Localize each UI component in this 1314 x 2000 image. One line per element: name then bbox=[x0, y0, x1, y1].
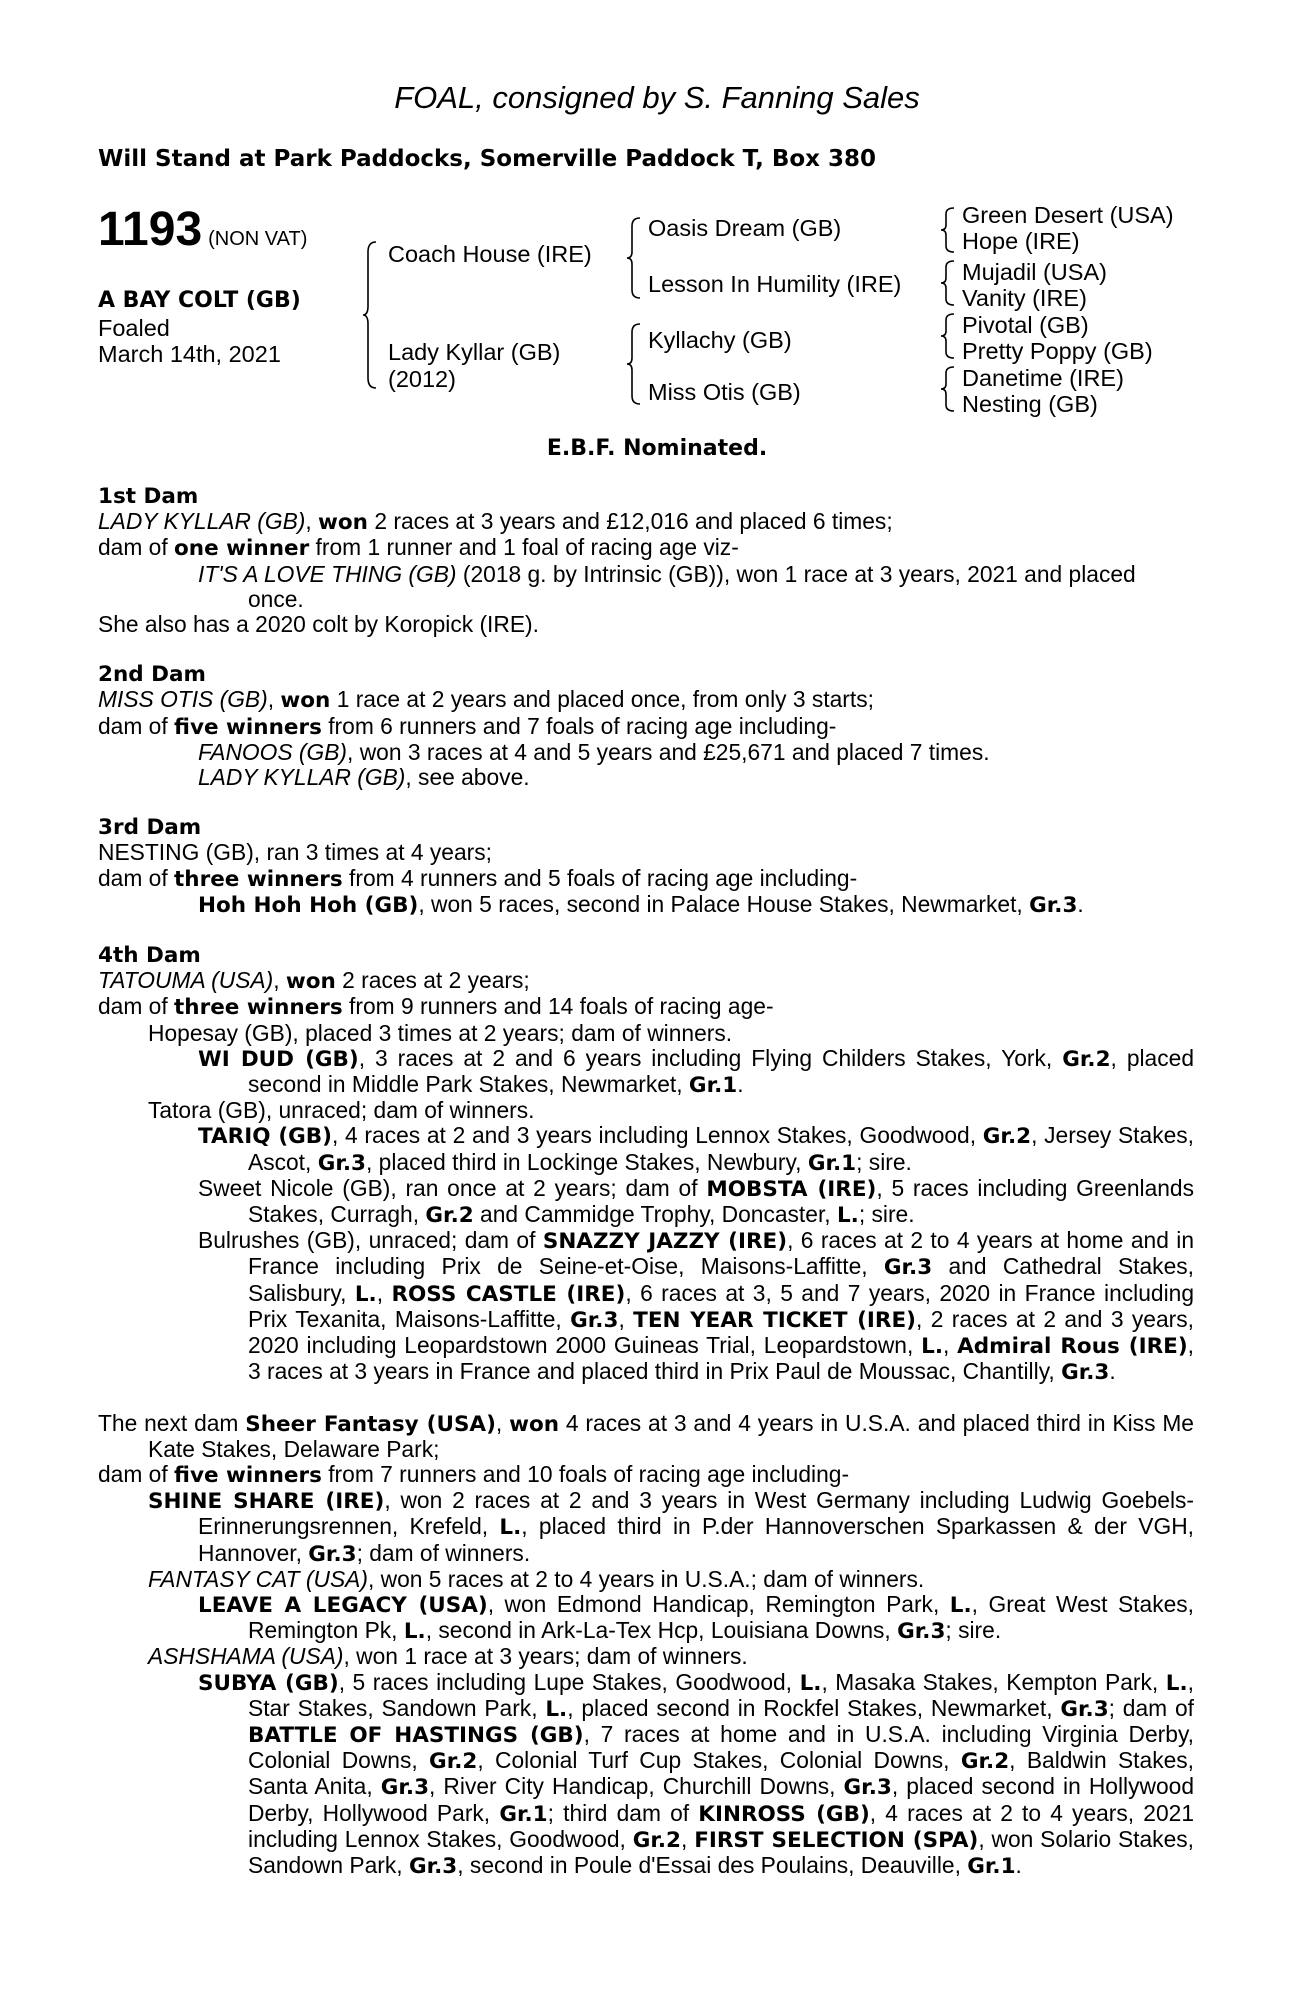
progeny-name: IT'S A LOVE THING (GB) bbox=[198, 560, 457, 587]
pedigree-notes bbox=[98, 484, 1194, 1879]
dam-name: MISS OTIS (GB) bbox=[98, 686, 268, 713]
pedigree-gen3-8: Nesting (GB) bbox=[962, 391, 1098, 417]
winner-count: one winner bbox=[174, 536, 310, 562]
heading-2nd-dam: 2nd Dam bbox=[98, 662, 206, 688]
pedigree-dam-year: (2012) bbox=[388, 366, 456, 392]
lot-number-value: 1193 bbox=[98, 203, 203, 256]
dam-name: LADY KYLLAR (GB) bbox=[98, 508, 306, 535]
progeny-entry: LADY KYLLAR (GB), see above. bbox=[198, 764, 530, 791]
stand-location: Will Stand at Park Paddocks, Somerville Paddock T, Box 380 bbox=[98, 146, 877, 172]
progeny-leave-a-legacy: LEAVE A LEGACY (USA), won Edmond Handicap, Remington Park, L., Great West Stakes, Remington Pk, L., second in Ark-La-Tex Hcp, Louisiana Downs, Gr.3; sire. bbox=[198, 1590, 1194, 1645]
pedigree-brace-dam bbox=[626, 322, 642, 406]
winner-count: three winners bbox=[174, 995, 343, 1021]
won-label: won bbox=[280, 688, 331, 714]
pedigree-sire-dam: Lesson In Humility (IRE) bbox=[648, 271, 902, 297]
progeny-fantasy-cat: FANTASY CAT (USA), won 5 races at 2 to 4 years in U.S.A.; dam of winners. bbox=[148, 1565, 925, 1592]
horse-description: A BAY COLT (GB) bbox=[98, 288, 301, 313]
won-label: won bbox=[285, 969, 336, 995]
heading-4th-dam: 4th Dam bbox=[98, 943, 201, 969]
first-dam-note: She also has a 2020 colt by Koropick (IRE). bbox=[98, 611, 539, 638]
pedigree-gen3-4: Vanity (IRE) bbox=[962, 285, 1087, 311]
fourth-dam-record: TATOUMA (USA), won 2 races at 2 years; bbox=[98, 967, 530, 995]
pedigree-sire-sire: Oasis Dream (GB) bbox=[648, 215, 842, 241]
section-3rd-dam bbox=[98, 815, 1194, 918]
pedigree-gen3-5: Pivotal (GB) bbox=[962, 312, 1089, 338]
winner-count: five winners bbox=[174, 714, 322, 740]
progeny-name: FANOOS (GB) bbox=[198, 738, 348, 765]
pedigree-dam-sire: Kyllachy (GB) bbox=[648, 327, 792, 353]
second-dam-record: MISS OTIS (GB), won 1 race at 2 years and placed once, from only 3 starts; bbox=[98, 686, 874, 714]
pedigree-brace-g34 bbox=[940, 259, 956, 307]
pedigree-gen3-6: Pretty Poppy (GB) bbox=[962, 338, 1153, 364]
foaled-label: Foaled bbox=[98, 315, 170, 341]
progeny-wi-dud: WI DUD (GB), 3 races at 2 and 6 years including Flying Childers Stakes, York, Gr.2, placed second in Middle Park Stakes, Newmarket, Gr.1. bbox=[198, 1044, 1194, 1099]
progeny-ashshama: ASHSHAMA (USA), won 1 race at 3 years; dam of winners. bbox=[148, 1643, 748, 1670]
pedigree-gen3-2: Hope (IRE) bbox=[962, 228, 1080, 254]
progeny-tariq: TARIQ (GB), 4 races at 2 and 3 years including Lennox Stakes, Goodwood, Gr.2, Jersey Stakes, Ascot, Gr.3, placed third in Lockinge Stakes, Newbury, Gr.1; sire. bbox=[198, 1122, 1195, 1176]
progeny-entry: FANOOS (GB), won 3 races at 4 and 5 years and £25,671 and placed 7 times. bbox=[198, 738, 990, 765]
section-4th-dam bbox=[98, 943, 1194, 1385]
won-label: won bbox=[318, 510, 368, 536]
second-dam-produce: dam of five winners from 6 runners and 7 foals of racing age including- bbox=[98, 712, 837, 740]
progeny-shine-share: SHINE SHARE (IRE), won 2 races at 2 and 3 years in West Germany including Ludwig Goebels-Erinnerungsrennen, Krefeld, L., placed third in P.der Hannoverschen Sparkassen & der VGH, Hannover, Gr.3; dam of winners. bbox=[148, 1487, 1194, 1567]
next-dam-produce: dam of five winners from 7 runners and 10 foals of racing age including- bbox=[98, 1460, 850, 1488]
section-next-dam bbox=[98, 1411, 1194, 1880]
pedigree-gen3-3: Mujadil (USA) bbox=[962, 259, 1107, 285]
heading-3rd-dam: 3rd Dam bbox=[98, 815, 202, 841]
progeny-tatora: Tatora (GB), unraced; dam of winners. bbox=[148, 1097, 535, 1124]
section-2nd-dam bbox=[98, 662, 1194, 790]
section-1st-dam bbox=[98, 484, 1194, 637]
pedigree-gen3-7: Danetime (IRE) bbox=[962, 365, 1124, 391]
progeny-subya: SUBYA (GB), 5 races including Lupe Stakes, Goodwood, L., Masaka Stakes, Kempton Park, L., Star Stakes, Sandown Park, L., placed second in Rockfel Stakes, Newmarket, Gr.3; dam of BATTLE OF HASTINGS (GB), 7 races at home and in U.S.A. including Virginia Derby, Colonial Downs, Gr.2, Colonial Turf Cup Stakes, Colonial Downs, Gr.2, Baldwin Stakes, Santa Anita, Gr.3, River City Handicap, Churchill Downs, Gr.3, placed second in Hollywood Derby, Hollywood Park, Gr.1; third dam of KINROSS (GB), 4 races at 2 to 4 years, 2021 including Lennox Stakes, Goodwood, Gr.2, FIRST SELECTION (SPA), won Solario Stakes, Sandown Park, Gr.3, second in Poule d'Essai des Poulains, Deauville, Gr.1. bbox=[198, 1668, 1194, 1879]
pedigree-brace-g78 bbox=[940, 365, 956, 413]
progeny-name: Hoh Hoh Hoh (GB) bbox=[198, 892, 419, 918]
next-dam-record: The next dam Sheer Fantasy (USA), won 4 races at 3 and 4 years in U.S.A. and placed third in Kiss Me Kate Stakes, Delaware Park; bbox=[98, 1409, 1194, 1462]
progeny-name: LADY KYLLAR (GB) bbox=[198, 764, 406, 791]
pedigree-brace-g56 bbox=[940, 312, 956, 360]
lot-number bbox=[98, 203, 308, 256]
dam-name: TATOUMA (USA) bbox=[98, 967, 274, 994]
pedigree-brace-sire bbox=[626, 216, 642, 300]
foaled-date: March 14th, 2021 bbox=[98, 341, 281, 367]
third-dam-produce: dam of three winners from 4 runners and 5 foals of racing age including- bbox=[98, 864, 858, 892]
pedigree-brace-main bbox=[362, 240, 378, 390]
heading-1st-dam: 1st Dam bbox=[98, 484, 199, 509]
grade: Gr.3 bbox=[1029, 892, 1078, 918]
third-dam-record: NESTING (GB), ran 3 times at 4 years; bbox=[98, 839, 492, 866]
pedigree-dam-dam: Miss Otis (GB) bbox=[648, 379, 801, 405]
fourth-dam-produce: dam of three winners from 9 runners and 14 foals of racing age- bbox=[98, 993, 774, 1021]
pedigree-dam: Lady Kyllar (GB) bbox=[388, 339, 561, 365]
consignor-heading: FOAL, consigned by S. Fanning Sales bbox=[394, 80, 920, 115]
vat-status: (NON VAT) bbox=[208, 228, 308, 250]
progeny-entry: IT'S A LOVE THING (GB) (2018 g. by Intrinsic (GB)), won 1 race at 3 years, 2021 and placed once. bbox=[198, 560, 1136, 612]
pedigree-gen3-1: Green Desert (USA) bbox=[962, 202, 1174, 228]
progeny-entry: Hoh Hoh Hoh (GB), won 5 races, second in Palace House Stakes, Newmarket, Gr.3. bbox=[198, 890, 1084, 918]
winner-count: three winners bbox=[174, 866, 343, 892]
first-dam-produce: dam of one winner from 1 runner and 1 foal of racing age viz- bbox=[98, 534, 739, 562]
pedigree-sire: Coach House (IRE) bbox=[388, 241, 592, 267]
progeny-sweet-nicole: Sweet Nicole (GB), ran once at 2 years; dam of MOBSTA (IRE), 5 races including Greenlands Stakes, Curragh, Gr.2 and Cammidge Trophy, Doncaster, L.; sire. bbox=[198, 1174, 1195, 1229]
first-dam-record: LADY KYLLAR (GB), won 2 races at 3 years and £12,016 and placed 6 times; bbox=[98, 508, 893, 536]
ebf-nominated: E.B.F. Nominated. bbox=[546, 436, 768, 461]
pedigree-brace-g12 bbox=[940, 206, 956, 254]
progeny-bulrushes: Bulrushes (GB), unraced; dam of SNAZZY JAZZY (IRE), 6 races at 2 to 4 years at home and in France including Prix de Seine-et-Oise, Maisons-Laffitte, Gr.3 and Cathedral Stakes, Salisbury, L., ROSS CASTLE (IRE), 6 races at 3, 5 and 7 years, 2020 in France including Prix Texanita, Maisons-Laffitte, Gr.3, TEN YEAR TICKET (IRE), 2 races at 2 and 3 years, 2020 including Leopardstown 2000 Guineas Trial, Leopardstown, L., Admiral Rous (IRE), 3 races at 3 years in France and placed third in Prix Paul de Moussac, Chantilly, Gr.3. bbox=[198, 1227, 1195, 1386]
progeny-hopesay: Hopesay (GB), placed 3 times at 2 years; dam of winners. bbox=[148, 1019, 733, 1046]
